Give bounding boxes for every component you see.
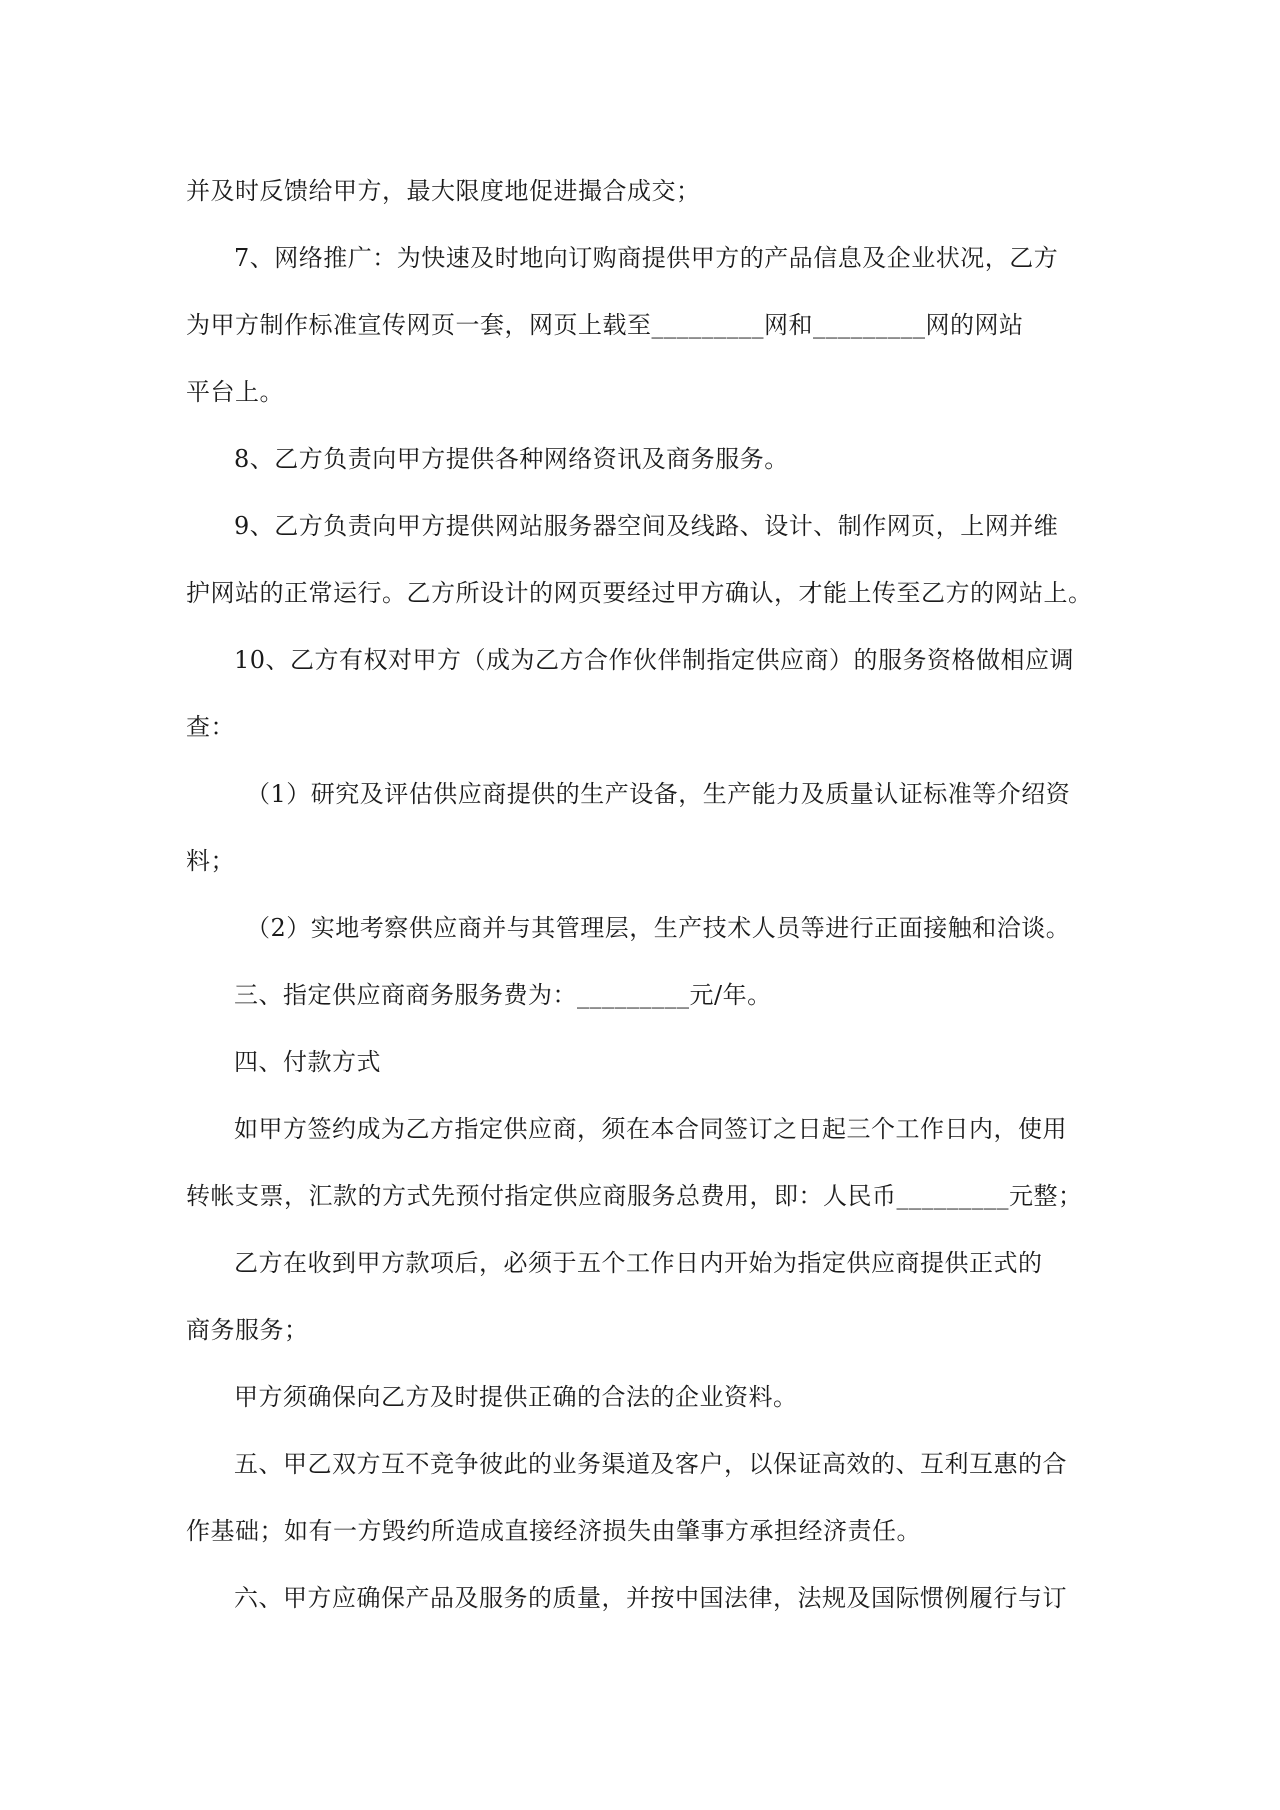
text-line: 为甲方制作标准宣传网页一套，网页上载至_________网和_________网的网站 (186, 311, 1024, 339)
text-line: 查： (186, 713, 235, 741)
clause-10-line: 10、乙方有权对甲方（成为乙方合作伙伴制指定供应商）的服务资格做相应调 (234, 646, 1075, 674)
clause-9-line: 9、乙方负责向甲方提供网站服务器空间及线路、设计、制作网页，上网并维 (234, 512, 1059, 540)
section-3-heading: 三、指定供应商商务服务费为：_________元/年。 (234, 981, 772, 1009)
payment-paragraph-line: 如甲方签约成为乙方指定供应商，须在本合同签订之日起三个工作日内，使用 (234, 1115, 1067, 1143)
text-line: 转帐支票，汇款的方式先预付指定供应商服务总费用，即：人民币_________元整； (186, 1182, 1083, 1210)
text-line: 并及时反馈给甲方，最大限度地促进撮合成交； (186, 177, 701, 205)
sub-item-1-line: （1）研究及评估供应商提供的生产设备，生产能力及质量认证标准等介绍资 (246, 780, 1071, 808)
section-5-line: 五、甲乙双方互不竞争彼此的业务渠道及客户，以保证高效的、互利互惠的合 (234, 1450, 1067, 1478)
payment-paragraph-line: 甲方须确保向乙方及时提供正确的合法的企业资料。 (234, 1383, 798, 1411)
section-6-line: 六、甲方应确保产品及服务的质量，并按中国法律，法规及国际惯例履行与订 (234, 1584, 1067, 1612)
text-line: 作基础；如有一方毁约所造成直接经济损失由肇事方承担经济责任。 (186, 1517, 921, 1545)
text-line: 护网站的正常运行。乙方所设计的网页要经过甲方确认，才能上传至乙方的网站上。 (186, 579, 1093, 607)
sub-item-2-line: （2）实地考察供应商并与其管理层，生产技术人员等进行正面接触和洽谈。 (246, 914, 1071, 942)
text-line: 料； (186, 847, 235, 875)
document-body (186, 158, 1098, 1632)
text-line: 商务服务； (186, 1316, 309, 1344)
section-4-heading: 四、付款方式 (234, 1048, 381, 1076)
clause-8-line: 8、乙方负责向甲方提供各种网络资讯及商务服务。 (234, 445, 789, 473)
text-line: 平台上。 (186, 378, 284, 406)
payment-paragraph-line: 乙方在收到甲方款项后，必须于五个工作日内开始为指定供应商提供正式的 (234, 1249, 1043, 1277)
clause-7-line: 7、网络推广：为快速及时地向订购商提供甲方的产品信息及企业状况，乙方 (234, 244, 1059, 272)
